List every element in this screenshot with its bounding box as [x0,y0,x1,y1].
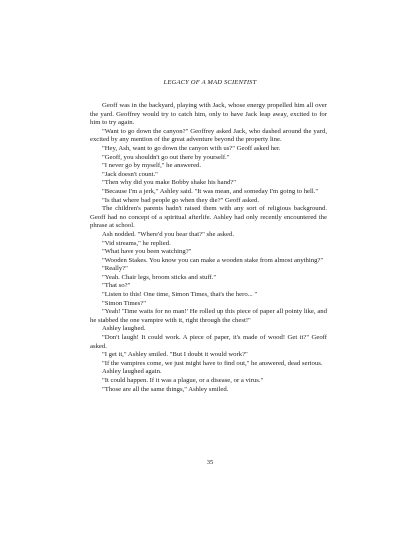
body-text [90,102,327,394]
paragraph: "It could happen. If it was a plague, or a disease, or a virus." [102,377,264,384]
paragraph: "Geoff, you shouldn't go out there by yourself." [102,153,230,161]
paragraph: Ashley laughed again. [102,368,162,376]
paragraph: "Is that where bad people go when they die?" Geoff asked. [102,196,260,204]
paragraph: "Yeah. Chair legs, broom sticks and stuff." [102,273,217,281]
paragraph: Ashley laughed. [102,325,146,333]
paragraph: "Because I'm a jerk," Ashley said. "It was mean, and someday I'm going to hell." [102,187,319,195]
paragraph: "Yeah! 'Time waits for no man!' He rolled up this piece of paper all pointy like, and he stabbed the one vampire with it, right through the chest!" [90,308,327,324]
paragraph: "That so?" [102,282,131,290]
paragraph: "I get it," Ashley smiled. "But I doubt it would work?" [102,351,248,359]
running-head-title: LEGACY OF A MAD SCIENTIST [163,79,257,86]
paragraph: "If the vampires come, we just might have to find out," he answered, dead serious. [102,359,323,367]
paragraph: "I never go by myself," he answered. [102,162,202,170]
page-number: 35 [206,459,214,466]
paragraph: "Listen to this! One time, Simon Times, that's the hero... " [102,291,258,299]
paragraph: "Vid streams," he replied. [102,239,171,247]
paragraph: The children's parents hadn't raised them with any sort of religious background. Geoff had no concept of a spiritual afterlife. Ashley had only recently encountered the phrase at school. [90,205,327,230]
paragraph: Ash nodded. "Where'd you hear that?" she asked. [102,230,235,238]
paragraph: "Jack doesn't count." [102,170,158,178]
paragraph: "Simon Times?" [102,299,146,307]
paragraph: "Those are all the same things," Ashley smiled. [102,385,229,393]
paragraph: "What have you been watching?" [102,248,192,256]
paragraph: "Then why did you make Bobby shake his hand?" [102,179,236,187]
paragraph: "Really?" [102,265,128,273]
paragraph: "Wooden Stakes. You know you can make a wooden stake from almost anything?" [102,256,324,264]
paragraph: "Hey, Ash, want to go down the canyon with us?" Geoff asked her. [102,144,281,152]
paragraph: "Want to go down the canyon?" Geoffrey asked Jack, who dashed around the yard, excited by any mention of the great adventure beyond the property line. [90,127,327,144]
paragraph: "Don't laugh! It could work. A piece of paper, it's made of wood! Get it?" Geoff asked. [90,334,327,350]
paragraph: Geoff was in the backyard, playing with Jack, whose energy propelled him all over the yard. Geoffrey would try to catch him, only to have Jack leap away, excited to for him to try again. [90,102,327,127]
